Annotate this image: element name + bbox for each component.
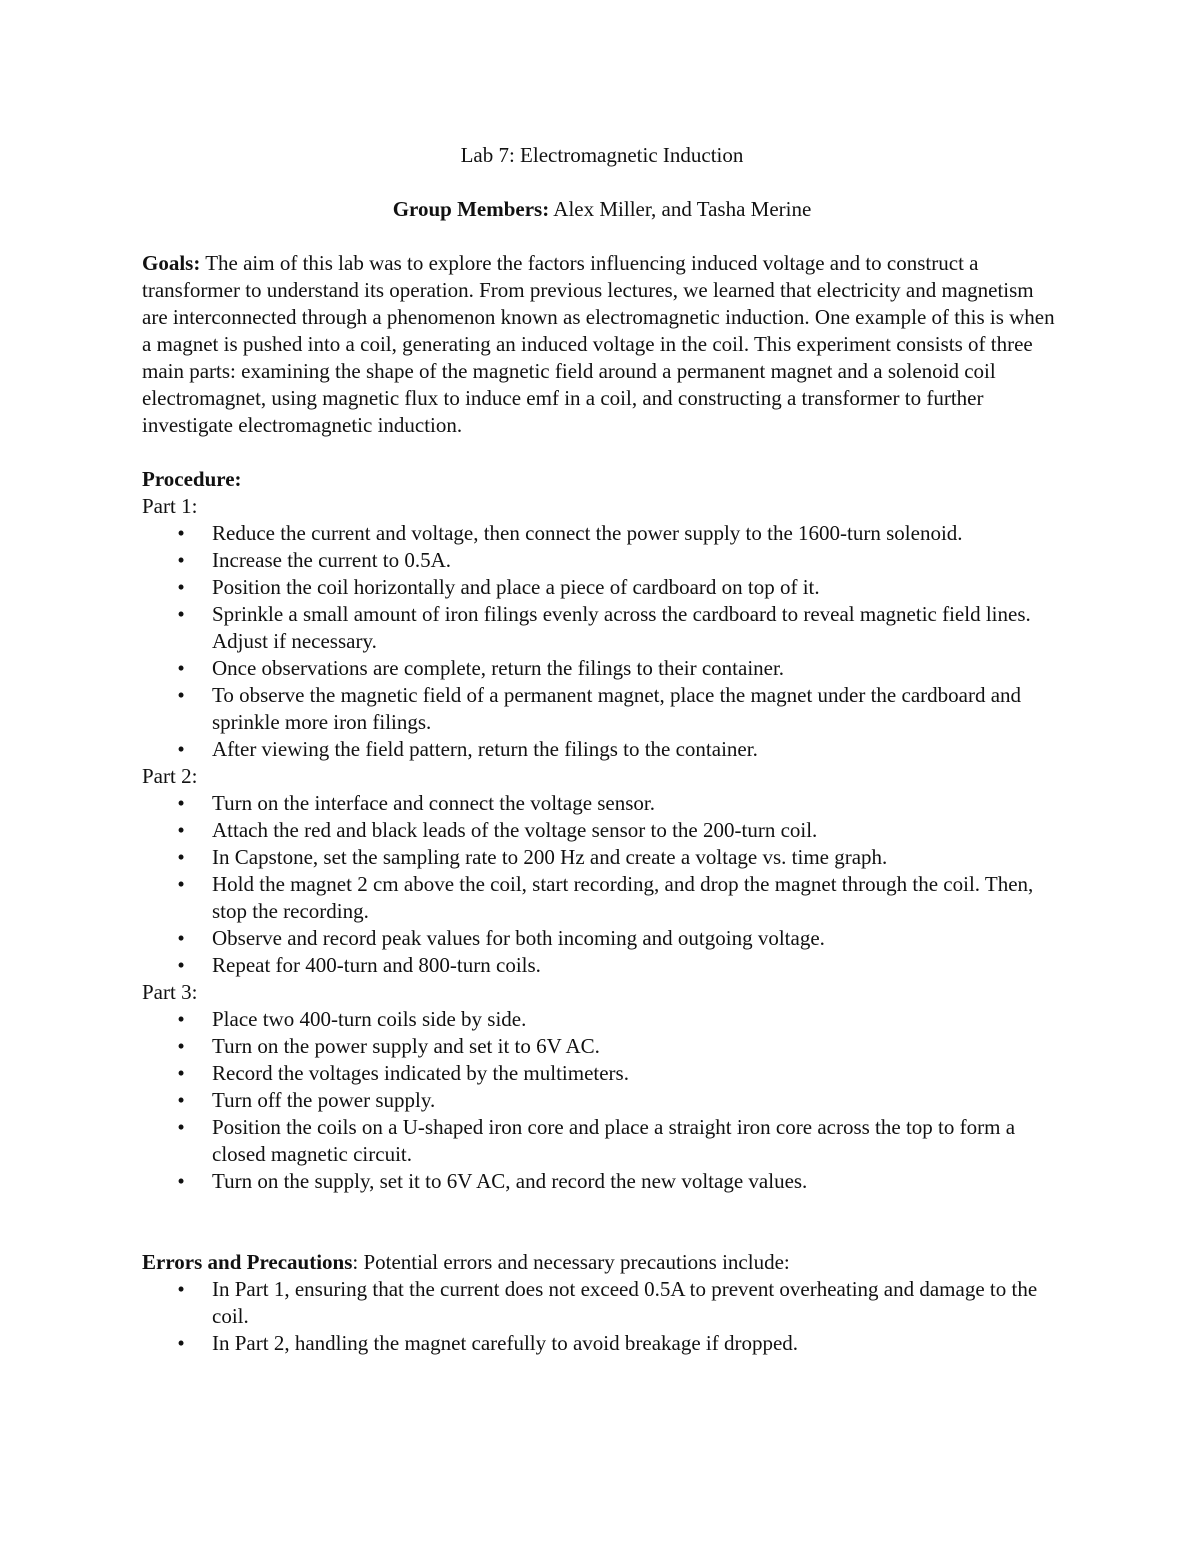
errors-section — [142, 1249, 1062, 1357]
step-text: Place two 400-turn coils side by side. — [212, 1007, 527, 1031]
step-text: In Part 1, ensuring that the current does not exceed 0.5A to prevent overheating and damage to the coil. — [212, 1277, 1038, 1328]
bullet-icon: • — [177, 737, 185, 761]
errors-label: Errors and Precautions — [142, 1250, 353, 1274]
bullet-icon: • — [177, 872, 185, 896]
step-text: Turn on the supply, set it to 6V AC, and record the new voltage values. — [212, 1169, 808, 1193]
bullet-icon: • — [177, 1277, 185, 1301]
step-text: Observe and record peak values for both incoming and outgoing voltage. — [212, 926, 825, 950]
bullet-icon: • — [177, 1007, 185, 1031]
list-item — [177, 1330, 1062, 1357]
list-item — [177, 547, 1062, 574]
goals-text: The aim of this lab was to explore the factors influencing induced voltage and to construct a transformer to understand its operation. From previous lectures, we learned that electricity and magnetism are interconnected through a phenomenon known as electromagnetic induction. One example of this is when a magnet is pushed into a coil, generating an induced voltage in the coil. This experiment consists of three main parts: examining the shape of the magnetic field around a permanent magnet and a solenoid coil electromagnet, using magnetic flux to induce emf in a coil, and constructing a transformer to further investigate electromagnetic induction. — [142, 251, 1055, 437]
errors-steps — [142, 1276, 1062, 1357]
procedure-heading-label: Procedure: — [142, 467, 242, 491]
list-item — [177, 1087, 1062, 1114]
group-members — [142, 196, 1062, 223]
procedure-heading — [142, 466, 1062, 493]
list-item — [177, 1168, 1062, 1195]
bullet-icon: • — [177, 1061, 185, 1085]
bullet-icon: • — [177, 818, 185, 842]
list-item — [177, 1060, 1062, 1087]
list-item — [177, 844, 1062, 871]
bullet-icon: • — [177, 575, 185, 599]
bullet-icon: • — [177, 1088, 185, 1112]
list-item — [177, 790, 1062, 817]
part-2-label: Part 2: — [142, 764, 198, 788]
list-item — [177, 1114, 1062, 1168]
errors-heading — [142, 1249, 1062, 1276]
list-item — [177, 925, 1062, 952]
bullet-icon: • — [177, 548, 185, 572]
bullet-icon: • — [177, 1115, 185, 1139]
bullet-icon: • — [177, 1034, 185, 1058]
part-1-label: Part 1: — [142, 494, 198, 518]
step-text: Attach the red and black leads of the voltage sensor to the 200-turn coil. — [212, 818, 818, 842]
list-item — [177, 1033, 1062, 1060]
step-text: To observe the magnetic field of a permanent magnet, place the magnet under the cardboard and sprinkle more iron filings. — [212, 683, 1022, 734]
part-3-steps — [142, 1006, 1062, 1195]
group-members-label: Group Members: — [392, 197, 550, 221]
step-text: In Capstone, set the sampling rate to 200 Hz and create a voltage vs. time graph. — [212, 845, 888, 869]
bullet-icon: • — [177, 926, 185, 950]
step-text: Repeat for 400-turn and 800-turn coils. — [212, 953, 541, 977]
step-text: Turn off the power supply. — [212, 1088, 436, 1112]
procedure-section — [142, 466, 1062, 1195]
step-text: In Part 2, handling the magnet carefully to avoid breakage if dropped. — [212, 1331, 799, 1355]
step-text: After viewing the field pattern, return the filings to the container. — [212, 737, 758, 761]
bullet-icon: • — [177, 656, 185, 680]
part-1-steps — [142, 520, 1062, 763]
step-text: Turn on the interface and connect the voltage sensor. — [212, 791, 656, 815]
bullet-icon: • — [177, 602, 185, 626]
list-item — [177, 655, 1062, 682]
bullet-icon: • — [177, 791, 185, 815]
step-text: Position the coil horizontally and place a piece of cardboard on top of it. — [212, 575, 820, 599]
step-text: Position the coils on a U-shaped iron core and place a straight iron core across the top to form a closed magnetic circuit. — [212, 1115, 1016, 1166]
list-item — [177, 682, 1062, 736]
bullet-icon: • — [177, 1169, 185, 1193]
goals-paragraph — [142, 250, 1062, 439]
errors-intro-text: : Potential errors and necessary precautions include: — [352, 1250, 790, 1274]
bullet-icon: • — [177, 521, 185, 545]
list-item — [177, 736, 1062, 763]
step-text: Increase the current to 0.5A. — [212, 548, 452, 572]
part-2-steps — [142, 790, 1062, 979]
list-item — [177, 817, 1062, 844]
step-text: Turn on the power supply and set it to 6V AC. — [212, 1034, 600, 1058]
step-text: Sprinkle a small amount of iron filings evenly across the cardboard to reveal magnetic field lines. Adjust if necessary. — [212, 602, 1031, 653]
list-item — [177, 1276, 1062, 1330]
bullet-icon: • — [177, 683, 185, 707]
step-text: Record the voltages indicated by the multimeters. — [212, 1061, 629, 1085]
document-title: Lab 7: Electromagnetic Induction — [460, 143, 744, 167]
list-item — [177, 871, 1062, 925]
list-item — [177, 574, 1062, 601]
part-3-label: Part 3: — [142, 980, 198, 1004]
list-item — [177, 601, 1062, 655]
goals-label: Goals: — [142, 251, 201, 275]
list-item — [177, 952, 1062, 979]
document-page — [142, 142, 1062, 1357]
bullet-icon: • — [177, 953, 185, 977]
step-text: Hold the magnet 2 cm above the coil, start recording, and drop the magnet through the coil. Then, stop the recording. — [212, 872, 1034, 923]
bullet-icon: • — [177, 845, 185, 869]
list-item — [177, 1006, 1062, 1033]
bullet-icon: • — [177, 1331, 185, 1355]
step-text: Reduce the current and voltage, then connect the power supply to the 1600-turn solenoid. — [212, 521, 963, 545]
step-text: Once observations are complete, return the filings to their container. — [212, 656, 785, 680]
list-item — [177, 520, 1062, 547]
group-members-text: Alex Miller, and Tasha Merine — [549, 197, 812, 221]
